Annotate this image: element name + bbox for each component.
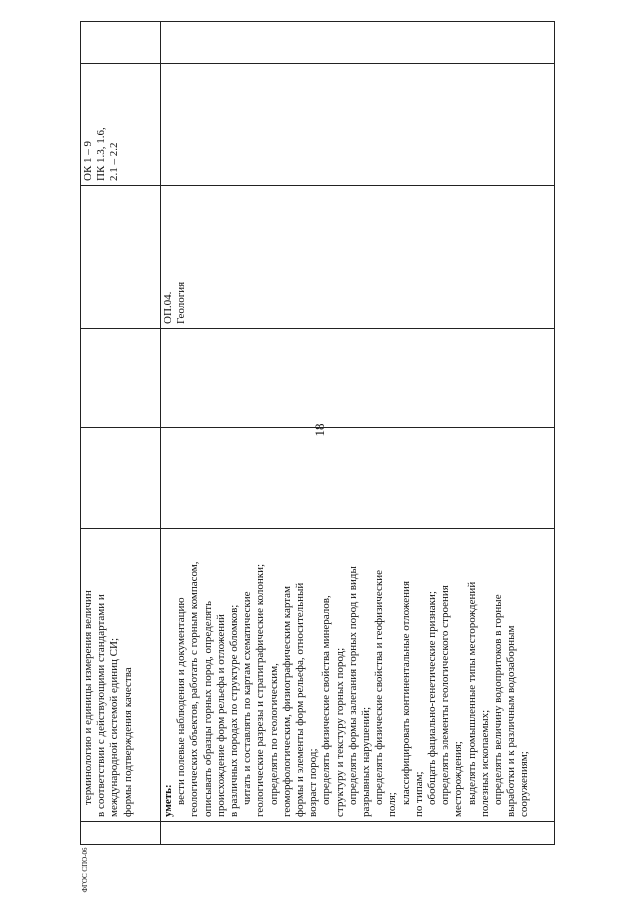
content-line: геоморфологическим, физиографическим картам — [280, 586, 293, 817]
content-line: определять формы залегания горных пород и виды — [346, 566, 359, 805]
content-line: в соответствии с действующими стандартами и — [95, 594, 108, 817]
empty-cell — [81, 22, 161, 64]
competency-line: ПК 1.3, 1.6, — [95, 127, 108, 181]
empty-cell — [161, 22, 555, 64]
hours-cell — [81, 428, 161, 529]
footer-code: ФГОС СПО-06 — [81, 847, 89, 893]
content-line: определять величину водопритоков в горные — [492, 594, 505, 805]
content-line: определять физические свойства и геофизические — [373, 570, 386, 805]
competencies-cell — [161, 64, 555, 186]
content-line: формы подтверждения качества — [121, 667, 134, 817]
content-line: геологические разрезы и стратиграфические колонки; — [254, 563, 267, 817]
content-line: структуру и текстуру горных пород; — [333, 647, 346, 817]
content-line: полезных ископаемых; — [478, 709, 491, 817]
content-line: описывать образцы горных пород, определять — [201, 600, 214, 817]
index-cell — [161, 822, 555, 845]
content-line: формы и элементы форм рельефа, относительный — [294, 582, 307, 817]
content-line: сооружениям; — [518, 751, 531, 817]
section-heading: уметь: — [162, 784, 174, 817]
discipline-name: Геология — [175, 281, 188, 324]
content-line: выработки и к различным водозаборным — [505, 625, 518, 817]
content-line: происхождение форм рельефа и отложений — [214, 614, 227, 817]
curriculum-table-container — [80, 22, 555, 845]
content-cell — [161, 529, 555, 822]
competency-line: ОК 1 – 9 — [82, 140, 94, 181]
content-line: определять физические свойства минералов, — [320, 595, 333, 805]
content-line: геологических объектов, работать с горным компасом, — [188, 561, 201, 817]
content-line: международной системой единиц СИ; — [108, 637, 121, 817]
content-cell — [81, 529, 161, 822]
discipline-code: ОП.04. — [162, 291, 174, 324]
table-row — [161, 22, 555, 845]
hours-cell — [161, 329, 555, 428]
content-line: выделять промышленные типы месторождений — [465, 581, 478, 805]
hours-cell — [161, 428, 555, 529]
content-line: возраст пород; — [307, 748, 320, 817]
content-line: обобщать фациально-генетические признаки; — [426, 591, 439, 805]
rotated-page-content — [80, 22, 555, 845]
content-line: разрывных нарушений; — [360, 706, 373, 817]
discipline-cell — [161, 186, 555, 329]
competency-line: 2.1 – 2.2 — [108, 142, 121, 181]
hours-cell — [81, 329, 161, 428]
competencies-cell — [81, 64, 161, 186]
table-row — [81, 22, 161, 845]
content-line: по типам; — [412, 771, 425, 817]
curriculum-table — [80, 21, 555, 845]
content-line: читать и составлять по картам схематические — [241, 591, 254, 805]
content-line: терминологию и единицы измерения величин — [82, 590, 94, 805]
content-line: в различных породах по структуре обломков; — [228, 604, 241, 817]
content-line: определять по геологическим, — [267, 663, 280, 805]
page-number: 18 — [312, 423, 327, 437]
content-line: месторождения; — [452, 741, 465, 817]
content-line: поля; — [386, 792, 399, 817]
content-line: вести полевые наблюдения и документацию — [175, 597, 188, 805]
discipline-cell — [81, 186, 161, 329]
index-cell — [81, 822, 161, 845]
content-line: определять элементы геологического строения — [439, 585, 452, 805]
content-line: классифицировать континентальные отложения — [399, 580, 412, 805]
